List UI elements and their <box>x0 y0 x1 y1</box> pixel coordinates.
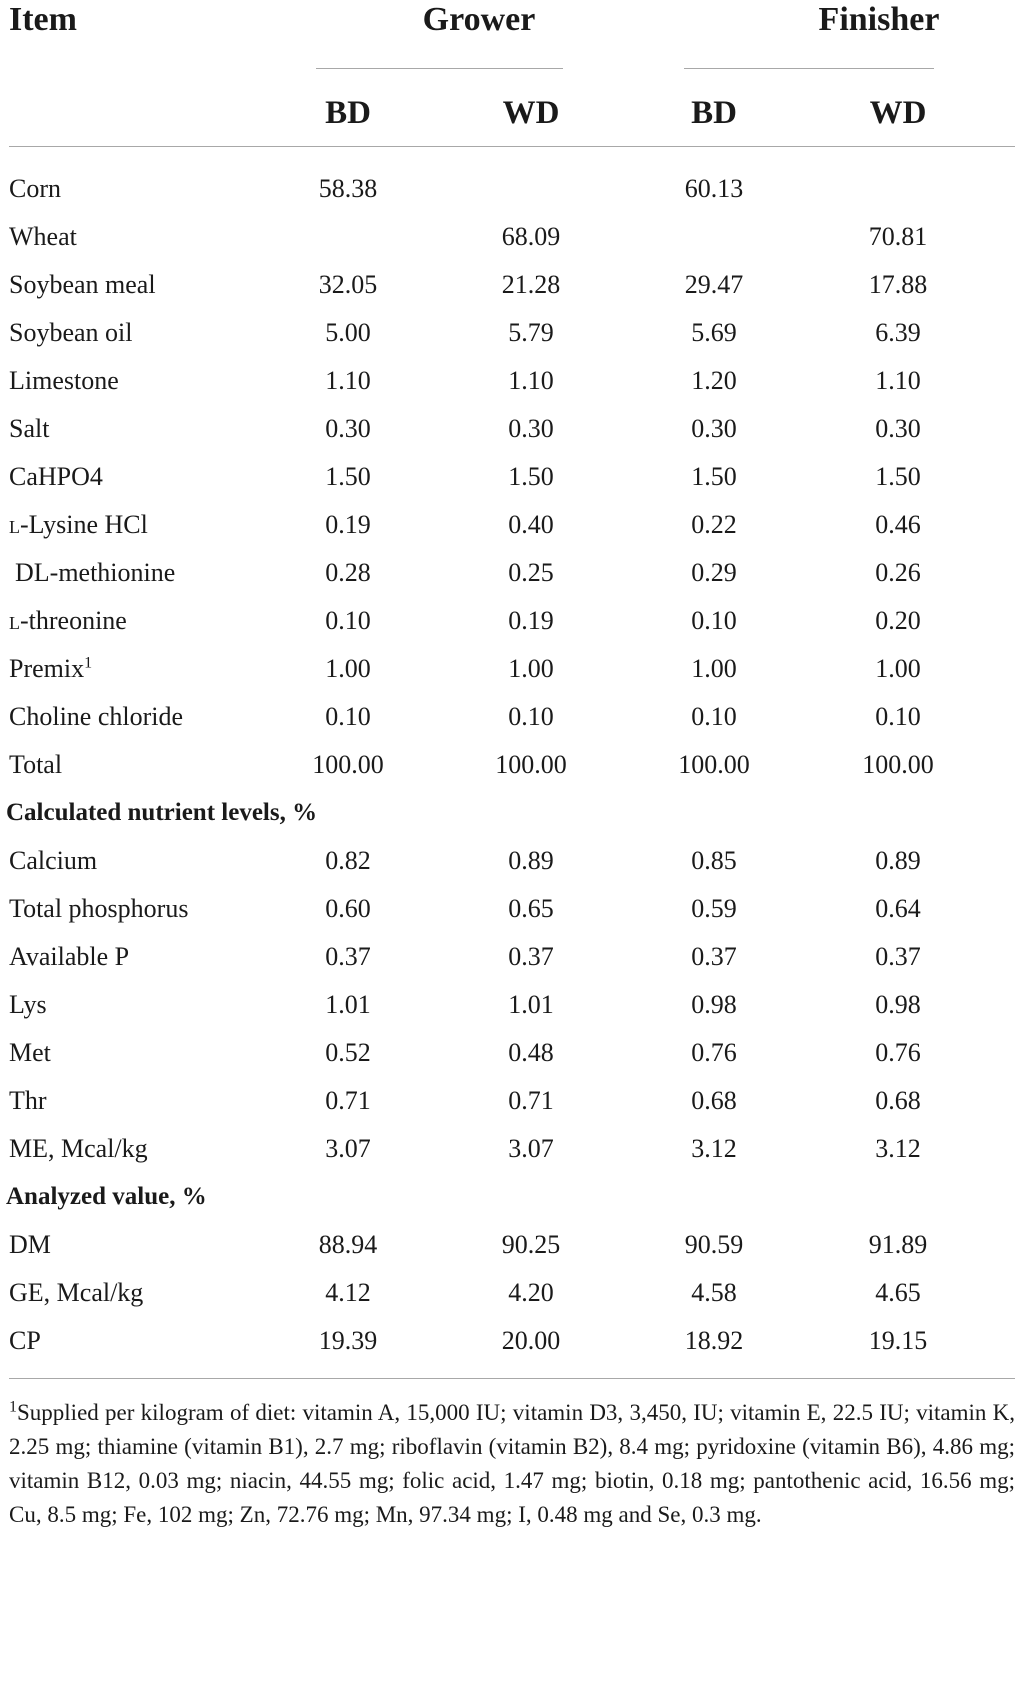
cell-finisher-bd: 0.37 <box>691 942 737 971</box>
row-label: Calcium <box>9 846 98 875</box>
cell-grower-bd: 100.00 <box>312 750 384 779</box>
cell-grower-wd: 0.89 <box>508 846 554 875</box>
row-label: Corn <box>9 174 61 203</box>
cell-finisher-bd: 100.00 <box>678 750 750 779</box>
cell-grower-wd: 21.28 <box>501 270 561 299</box>
footnote-marker: 1 <box>9 1398 17 1416</box>
table-row <box>0 451 1021 503</box>
row-label: Limestone <box>9 366 119 395</box>
cell-finisher-bd: 90.59 <box>684 1230 744 1259</box>
table-row <box>0 163 1021 215</box>
table-row <box>0 979 1021 1031</box>
cell-grower-bd: 0.10 <box>325 702 371 731</box>
cell-finisher-wd: 100.00 <box>862 750 934 779</box>
cell-finisher-bd: 0.10 <box>691 702 737 731</box>
cell-grower-wd: 0.40 <box>508 510 554 539</box>
cell-finisher-wd: 91.89 <box>868 1230 928 1259</box>
table-row <box>0 643 1021 695</box>
table-row <box>0 1027 1021 1079</box>
cell-grower-bd: 0.19 <box>325 510 371 539</box>
cell-grower-bd: 0.82 <box>325 846 371 875</box>
cell-grower-wd: 0.71 <box>508 1086 554 1115</box>
table-row <box>0 211 1021 263</box>
cell-grower-wd: 0.10 <box>508 702 554 731</box>
subheader-grower-bd: BD <box>325 95 371 131</box>
cell-finisher-wd: 0.89 <box>875 846 921 875</box>
header-item: Item <box>9 1 77 38</box>
cell-grower-bd: 4.12 <box>325 1278 371 1307</box>
footnote-marker: 1 <box>84 654 93 672</box>
cell-finisher-wd: 0.76 <box>875 1038 921 1067</box>
table-row <box>0 499 1021 551</box>
cell-grower-wd: 1.01 <box>508 990 554 1019</box>
cell-grower-bd: 1.01 <box>325 990 371 1019</box>
row-label <box>9 499 148 551</box>
cell-finisher-bd: 0.76 <box>691 1038 737 1067</box>
cell-grower-bd: 3.07 <box>325 1134 371 1163</box>
cell-finisher-wd: 1.00 <box>875 654 921 683</box>
cell-grower-wd: 1.10 <box>508 366 554 395</box>
cell-finisher-wd: 0.20 <box>875 606 921 635</box>
cell-grower-wd: 3.07 <box>508 1134 554 1163</box>
row-label: Thr <box>9 1086 47 1115</box>
row-label: GE, Mcal/kg <box>9 1278 144 1307</box>
header-bottom-rule <box>9 146 1015 147</box>
cell-grower-bd: 0.71 <box>325 1086 371 1115</box>
cell-finisher-bd: 1.50 <box>691 462 737 491</box>
cell-finisher-bd: 0.10 <box>691 606 737 635</box>
cell-finisher-wd: 1.10 <box>875 366 921 395</box>
cell-grower-bd: 1.10 <box>325 366 371 395</box>
cell-finisher-bd: 0.29 <box>691 558 737 587</box>
cell-grower-bd: 0.60 <box>325 894 371 923</box>
cell-grower-wd: 4.20 <box>508 1278 554 1307</box>
row-label: Salt <box>9 414 50 443</box>
cell-finisher-wd: 70.81 <box>868 222 928 251</box>
row-label: Met <box>9 1038 51 1067</box>
row-label: Soybean meal <box>9 270 156 299</box>
row-label <box>9 643 92 695</box>
table-row <box>0 1267 1021 1319</box>
table-row <box>0 355 1021 407</box>
cell-finisher-bd: 3.12 <box>691 1134 737 1163</box>
cell-grower-bd: 1.50 <box>325 462 371 491</box>
cell-grower-wd: 0.48 <box>508 1038 554 1067</box>
cell-finisher-wd: 0.30 <box>875 414 921 443</box>
row-label: DL-methionine <box>15 558 176 587</box>
subheader-finisher-bd: BD <box>691 95 737 131</box>
cell-grower-wd: 0.25 <box>508 558 554 587</box>
cell-grower-wd: 0.30 <box>508 414 554 443</box>
row-label: CP <box>9 1326 41 1355</box>
cell-finisher-wd: 0.26 <box>875 558 921 587</box>
cell-grower-wd: 1.50 <box>508 462 554 491</box>
cell-grower-wd: 20.00 <box>501 1326 561 1355</box>
cell-grower-bd: 0.37 <box>325 942 371 971</box>
table-row <box>0 835 1021 887</box>
cell-grower-wd: 100.00 <box>495 750 567 779</box>
cell-finisher-wd: 0.46 <box>875 510 921 539</box>
finisher-group-rule <box>684 68 934 69</box>
cell-finisher-bd: 0.59 <box>691 894 737 923</box>
cell-grower-wd: 1.00 <box>508 654 554 683</box>
cell-finisher-bd: 0.98 <box>691 990 737 1019</box>
row-label-text: Premix <box>9 654 85 683</box>
row-label: DM <box>9 1230 51 1259</box>
cell-finisher-wd: 6.39 <box>875 318 921 347</box>
table-bottom-rule <box>9 1378 1015 1379</box>
table-row <box>0 259 1021 311</box>
section-heading-row <box>0 1171 1021 1223</box>
l-prefix: l <box>9 606 20 635</box>
cell-finisher-wd: 0.10 <box>875 702 921 731</box>
cell-grower-wd: 0.37 <box>508 942 554 971</box>
row-label: Available P <box>9 942 130 971</box>
cell-grower-bd: 0.30 <box>325 414 371 443</box>
table-row <box>0 931 1021 983</box>
cell-grower-bd: 1.00 <box>325 654 371 683</box>
cell-grower-bd: 88.94 <box>318 1230 378 1259</box>
cell-finisher-wd: 19.15 <box>868 1326 928 1355</box>
cell-grower-bd: 58.38 <box>318 174 378 203</box>
footnote <box>9 1396 1015 1532</box>
row-label: Choline chloride <box>9 702 184 731</box>
cell-finisher-bd: 1.00 <box>691 654 737 683</box>
table-row <box>0 1315 1021 1367</box>
table-row <box>0 739 1021 791</box>
cell-finisher-wd: 0.98 <box>875 990 921 1019</box>
row-label: Lys <box>9 990 47 1019</box>
cell-grower-wd: 90.25 <box>501 1230 561 1259</box>
cell-grower-bd: 0.28 <box>325 558 371 587</box>
row-label: Wheat <box>9 222 77 251</box>
cell-finisher-bd: 4.58 <box>691 1278 737 1307</box>
row-label: Soybean oil <box>9 318 133 347</box>
cell-finisher-wd: 0.68 <box>875 1086 921 1115</box>
cell-finisher-bd: 0.30 <box>691 414 737 443</box>
cell-grower-wd: 0.65 <box>508 894 554 923</box>
table-row <box>0 1219 1021 1271</box>
cell-finisher-bd: 1.20 <box>691 366 737 395</box>
table-row <box>0 547 1021 599</box>
cell-grower-bd: 0.10 <box>325 606 371 635</box>
cell-finisher-wd: 3.12 <box>875 1134 921 1163</box>
cell-finisher-bd: 0.22 <box>691 510 737 539</box>
header-grower: Grower <box>422 1 536 38</box>
cell-finisher-wd: 4.65 <box>875 1278 921 1307</box>
table-row <box>0 307 1021 359</box>
cell-finisher-bd: 18.92 <box>684 1326 744 1355</box>
cell-finisher-wd: 0.37 <box>875 942 921 971</box>
row-label <box>9 595 127 647</box>
row-label: ME, Mcal/kg <box>9 1134 148 1163</box>
row-label: CaHPO4 <box>9 462 103 491</box>
cell-grower-wd: 0.19 <box>508 606 554 635</box>
cell-finisher-wd: 0.64 <box>875 894 921 923</box>
cell-finisher-wd: 1.50 <box>875 462 921 491</box>
cell-finisher-bd: 0.85 <box>691 846 737 875</box>
cell-finisher-wd: 17.88 <box>868 270 928 299</box>
row-label-text: -threonine <box>20 606 127 635</box>
l-prefix: l <box>9 510 20 539</box>
table-row <box>0 1075 1021 1127</box>
cell-grower-bd: 5.00 <box>325 318 371 347</box>
cell-grower-wd: 5.79 <box>508 318 554 347</box>
cell-finisher-bd: 0.68 <box>691 1086 737 1115</box>
row-label-text: -Lysine HCl <box>20 510 148 539</box>
table-row <box>0 595 1021 647</box>
cell-finisher-bd: 60.13 <box>684 174 744 203</box>
grower-group-rule <box>316 68 563 69</box>
subheader-grower-wd: WD <box>502 95 560 131</box>
cell-grower-bd: 32.05 <box>318 270 378 299</box>
cell-grower-bd: 0.52 <box>325 1038 371 1067</box>
cell-finisher-bd: 5.69 <box>691 318 737 347</box>
table-row <box>0 691 1021 743</box>
section-heading-row <box>0 787 1021 839</box>
table-row <box>0 403 1021 455</box>
section-title-analyzed: Analyzed value, % <box>6 1183 207 1210</box>
footnote-text: Supplied per kilogram of diet: vitamin A, 15,000 IU; vitamin D3, 3,450, IU; vitamin E, 22.5 IU; vitamin K, 2.25 mg; thiamine (vitamin B1), 2.7 mg; riboflavin (vitamin B2), 8.4 mg; pyridoxine (vitamin B6), 4.86 mg; vitamin B12, 0.03 mg; niacin, 44.55 mg; folic acid, 1.47 mg; biotin, 0.18 mg; pantothenic acid, 16.56 mg; Cu, 8.5 mg; Fe, 102 mg; Zn, 72.76 mg; Mn, 97.34 mg; I, 0.48 mg and Se, 0.3 mg. <box>9 1400 1015 1527</box>
subheader-finisher-wd: WD <box>869 95 927 131</box>
cell-grower-wd: 68.09 <box>501 222 561 251</box>
row-label: Total phosphorus <box>9 894 189 923</box>
table-row <box>0 883 1021 935</box>
table-row <box>0 1123 1021 1175</box>
header-finisher: Finisher <box>818 1 940 38</box>
row-label: Total <box>9 750 63 779</box>
cell-finisher-bd: 29.47 <box>684 270 744 299</box>
section-title-calculated: Calculated nutrient levels, % <box>6 799 318 826</box>
cell-grower-bd: 19.39 <box>318 1326 378 1355</box>
